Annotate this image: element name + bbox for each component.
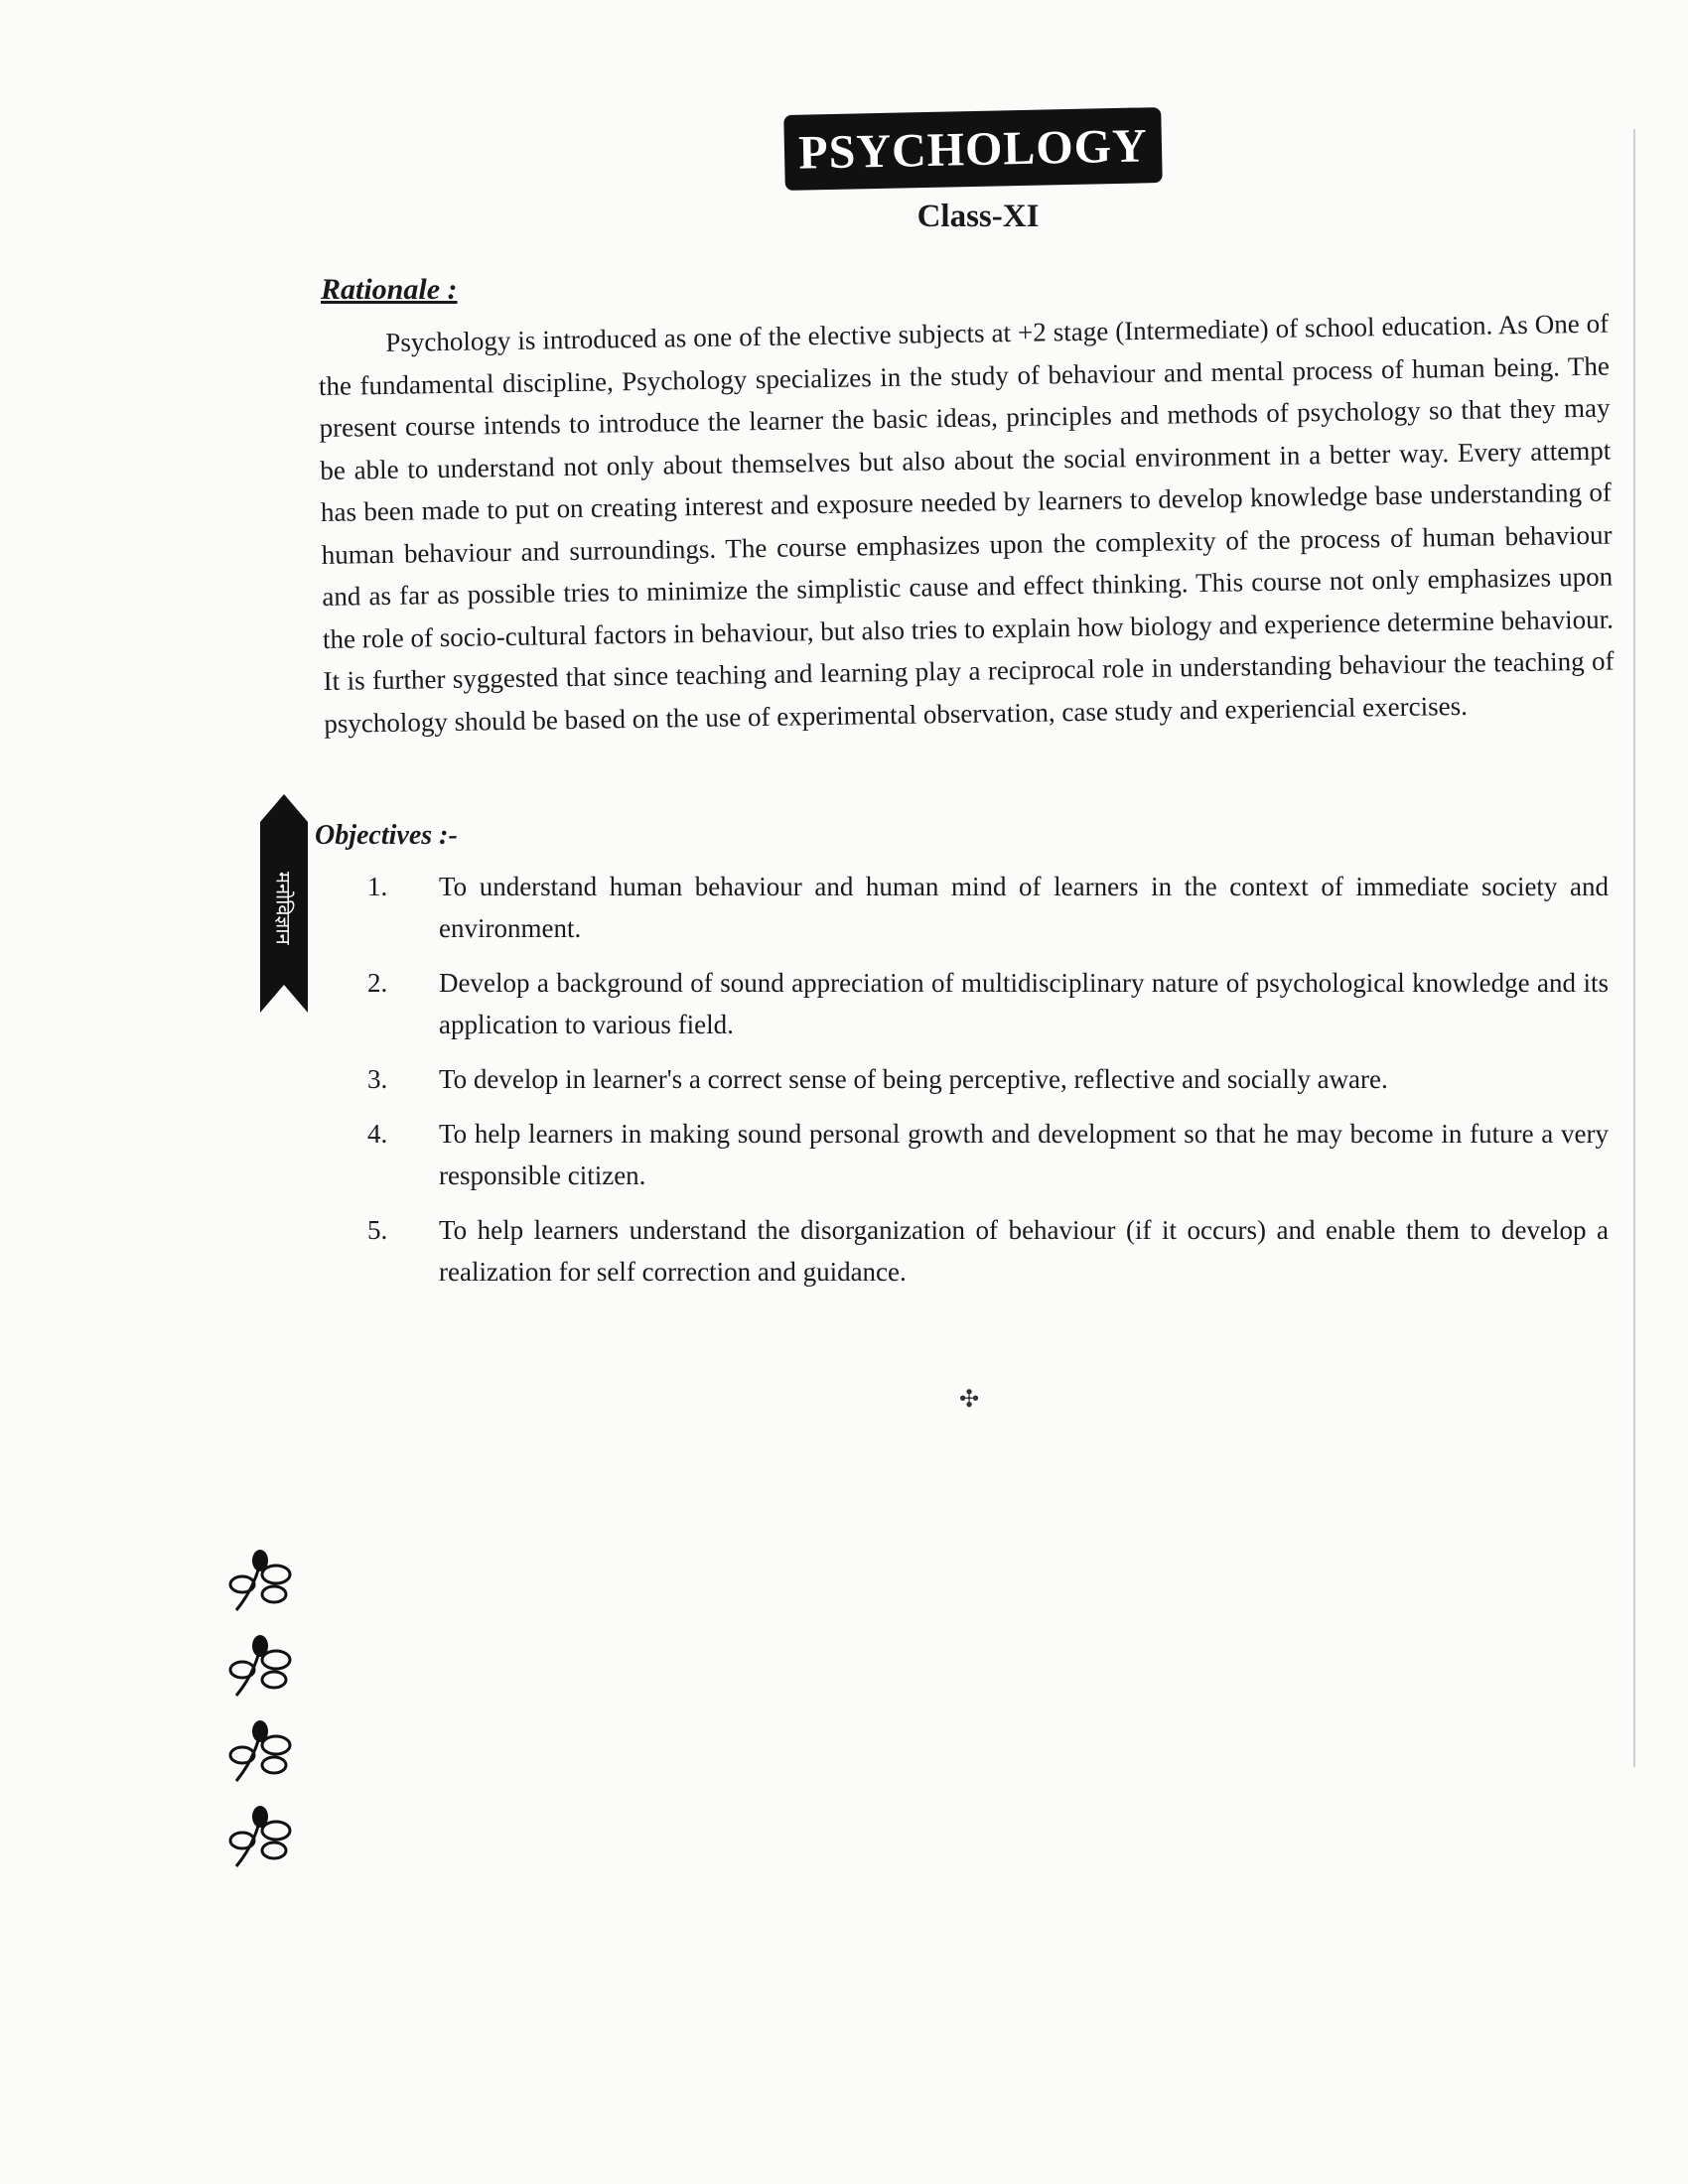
page-title-text: PSYCHOLOGY [797,118,1149,180]
rationale-heading: Rationale : [321,273,458,306]
page-title [783,107,1163,191]
objective-number: 4. [367,1119,388,1149]
section-end-mark: ✣ [959,1387,980,1413]
objective-number: 3. [367,1064,388,1094]
objective-text: To help learners understand the disorganization of behaviour (if it occurs) and enable them to develop a realization for self correction and guidance. [439,1215,1609,1287]
floral-ornament-icon [226,1634,296,1702]
objectives-heading: Objectives :- [315,820,458,851]
objective-item [367,1113,1609,1196]
objective-text: To understand human behaviour and human mind of learners in the context of immediate society and environment. [439,872,1609,943]
rationale-paragraph: Psychology is introduced as one of the elective subjects at +2 stage (Intermediate) of school education. As One of the fundamental discipline, Psychology specializes in the study of behaviour and mental process of human being. The present course intends to introduce the learner the basic ideas, principles and methods of psychology so that they may be able to understand not only about themselves but also about the social environment in a better way. Every attempt has been made to put on creating interest and exposure needed by learners to develop knowledge base understanding of human behaviour and surroundings. The course emphasizes upon the complexity of the process of human behaviour and as far as possible tries to minimize the simplistic cause and effect thinking. This course not only emphasizes upon the role of socio-cultural factors in behaviour, but also tries to explain how biology and experience determine behaviour. It is further syggested that since teaching and learning play a reciprocal role in understanding behaviour the teaching of psychology should be based on the use of experimental observation, case study and experiencial exercises. [318,308,1615,739]
objective-number: 2. [367,968,388,998]
objective-item [367,866,1609,949]
objective-item [367,962,1609,1045]
floral-ornament-icon [226,1719,296,1787]
objective-item [367,1209,1609,1293]
objective-text: To help learners in making sound personal growth and development so that he may become in future a very responsible citizen. [439,1119,1609,1190]
objective-text: Develop a background of sound appreciation of multidisciplinary nature of psychological knowledge and its application to various field. [439,968,1609,1039]
objective-item [367,1058,1609,1100]
side-tab [260,794,308,1013]
page-edge-line [1633,129,1635,1767]
class-heading: Class-XI [916,199,1040,234]
objectives-list [367,866,1609,1305]
floral-ornament-icon [226,1549,296,1616]
floral-ornaments [226,1549,301,1890]
objective-number: 5. [367,1215,388,1245]
floral-ornament-icon [226,1805,296,1872]
side-tab-label: मनोविज्ञान [271,872,296,945]
objective-number: 1. [367,872,388,901]
objective-text: To develop in learner's a correct sense of being perceptive, reflective and socially aware. [439,1064,1388,1094]
